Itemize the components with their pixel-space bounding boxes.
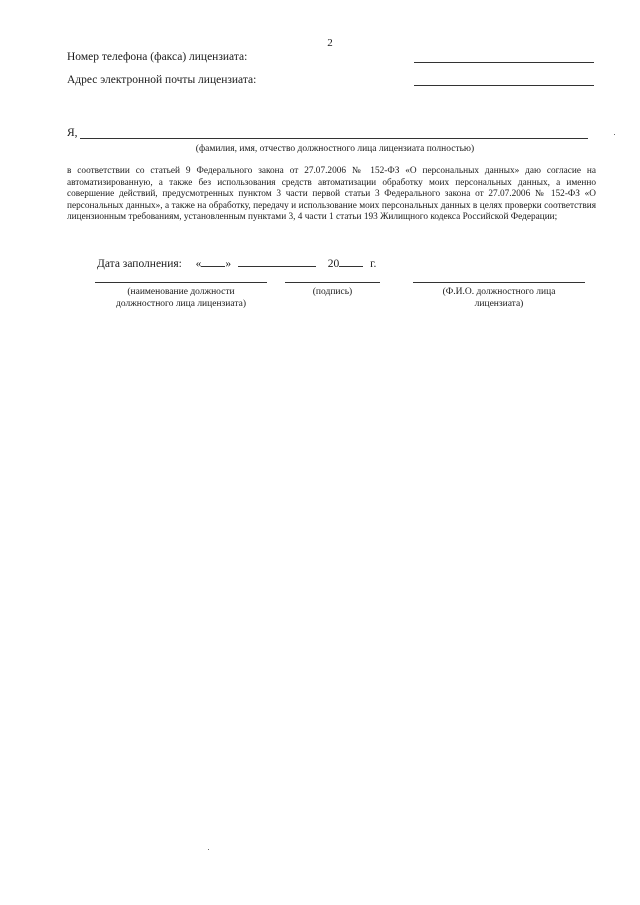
position-input-line[interactable] [95, 282, 267, 283]
fio-caption-line-1: (Ф.И.О. должностного лица [442, 287, 556, 297]
date-line [97, 256, 376, 270]
ya-label: Я, [67, 127, 78, 139]
open-quote: « [195, 258, 202, 270]
year-suffix: г. [370, 258, 377, 270]
full-name-input-line[interactable] [80, 138, 588, 139]
phone-label: Номер телефона (факса) лицензиата: [67, 51, 248, 63]
month-input-line[interactable] [238, 256, 316, 267]
fio-input-line[interactable] [413, 282, 585, 283]
page-number: 2 [327, 37, 333, 49]
signature-input-line[interactable] [285, 282, 380, 283]
day-input-line[interactable] [201, 256, 225, 267]
year-input-line[interactable] [339, 256, 363, 267]
consent-text: в соответствии со статьей 9 Федерального закона от 27.07.2006 № 152-ФЗ «О персональных данных» даю согласие на автоматизированную, а также без использования средств автоматизации обработку моих персональных данных, а именно совершение действий, предусмотренных пунктом 3 части первой статьи 3 Федерального закона от 27.07.2006 № 152-ФЗ «О персональных данных», а также на обработку, передачу и использование моих персональных данных в целях проверки соответствия лицензионным требованиям, установленным пунктами 3, 4 части 1 статьи 193 Жилищного кодекса Российской Федерации; [67, 166, 596, 223]
full-name-caption: (фамилия, имя, отчество должностного лица лицензиата полностью) [195, 144, 475, 154]
email-label: Адрес электронной почты лицензиата: [67, 74, 257, 86]
position-caption-line-2: должностного лица лицензиата) [116, 299, 246, 309]
year-prefix: 20 [327, 258, 340, 270]
date-label: Дата заполнения: [97, 258, 182, 270]
stray-mark-bottom [208, 849, 209, 850]
position-caption-line-1: (наименование должности [127, 287, 235, 297]
stray-mark [614, 134, 615, 135]
phone-input-line[interactable] [414, 62, 594, 63]
signature-caption: (подпись) [312, 287, 353, 297]
fio-caption [413, 286, 585, 310]
close-quote: » [225, 258, 232, 270]
position-caption [95, 286, 267, 310]
fio-caption-line-2: лицензиата) [474, 299, 524, 309]
email-input-line[interactable] [414, 85, 594, 86]
